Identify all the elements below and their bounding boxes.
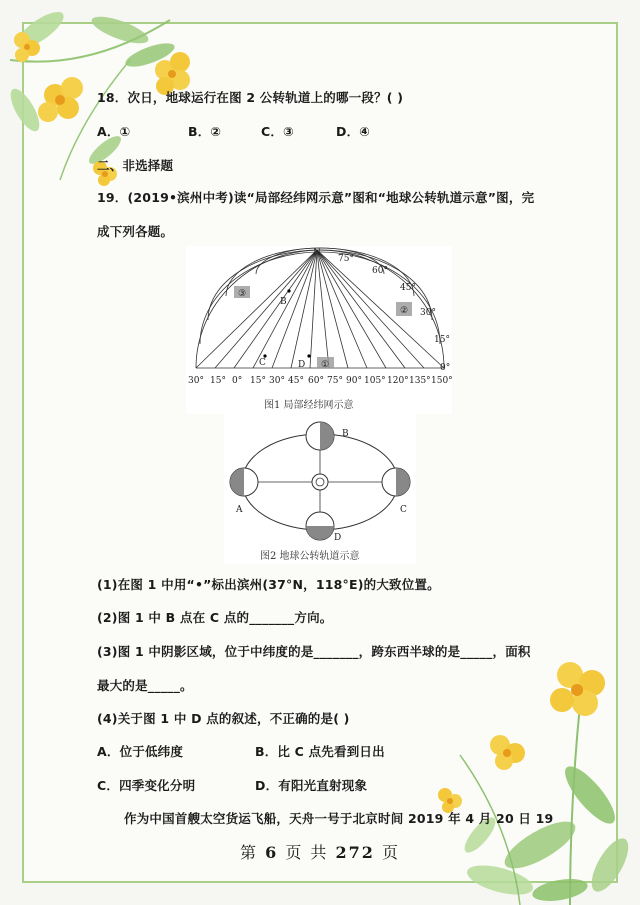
region-2-label: ② [400,306,409,316]
q18-option-d: D．④ [336,124,371,139]
svg-text:60°: 60° [372,266,388,276]
svg-text:0°: 0° [232,376,243,386]
q19-stem-line2: 成下列各题。 [97,224,174,239]
q19-sub4-option-a: A．位于低纬度 [97,744,184,759]
page-footer: 第 6 页 共 272 页 [239,843,401,862]
flower-decoration-bottom-right [420,645,640,905]
svg-text:45°: 45° [288,376,304,386]
q18-option-a: A．① [97,124,131,139]
q19-sub3-line1: (3)图 1 中阴影区域，位于中纬度的是_______，跨东西半球的是_____，面积 [97,644,531,659]
svg-text:0°: 0° [440,363,451,373]
figure2-caption: 图2 地球公转轨道示意 [260,551,360,562]
yellow-flower-icon [550,662,605,716]
figure1-caption: 图1 局部经纬网示意 [264,400,354,411]
svg-text:15°: 15° [434,335,450,345]
svg-text:60°: 60° [308,376,324,386]
q19-stem-line1: 19．(2019•滨州中考)读“局部经纬网示意”图和“地球公转轨道示意”图，完 [97,190,535,205]
svg-text:135°: 135° [409,376,431,386]
yellow-flower-icon [38,77,83,122]
svg-text:75°: 75° [338,254,354,264]
region-3-label: ③ [238,289,247,299]
point-c-label: C [259,358,266,368]
q19-sub2: (2)图 1 中 B 点在 C 点的_______方向。 [97,610,333,625]
svg-text:75°: 75° [327,376,343,386]
q19-sub4-option-d: D．有阳光直射现象 [255,778,368,793]
q19-sub3-line2: 最大的是_____。 [97,678,193,693]
svg-text:90°: 90° [346,376,362,386]
earth-a [230,468,258,496]
svg-text:15°: 15° [250,376,266,386]
svg-text:30°: 30° [269,376,285,386]
svg-text:150°: 150° [431,376,452,386]
figure1-graticule [186,246,452,414]
q18-stem: 18．次日，地球运行在图 2 公转轨道上的哪一段？( ) [97,90,404,105]
q18-option-c: C．③ [261,124,294,139]
q19-sub4-option-b: B．比 C 点先看到日出 [255,744,385,759]
orbit-label-c: C [400,505,407,515]
region-1-label: ① [321,360,330,370]
orbit-label-b: B [342,429,349,439]
earth-d [306,512,334,540]
continuation-text: 作为中国首艘太空货运飞船，天舟一号于北京时间 2019 年 4 月 20 日 19 [124,811,554,826]
total-pages: 272 [335,843,375,862]
figure2-orbit [224,414,416,564]
svg-text:15°: 15° [210,376,226,386]
north-label: N [313,248,321,258]
q19-sub4: (4)关于图 1 中 D 点的叙述，不正确的是( ) [97,711,350,726]
page-number: 6 [265,843,279,862]
svg-text:105°: 105° [364,376,386,386]
svg-text:120°: 120° [387,376,409,386]
point-b-label: B [280,297,287,307]
orbit-label-d: D [334,533,342,543]
q19-sub1: (1)在图 1 中用“•”标出滨州(37°N，118°E)的大致位置。 [97,577,440,592]
svg-text:45°: 45° [400,283,416,293]
orbit-label-a: A [236,505,243,515]
svg-text:30°: 30° [420,308,436,318]
earth-b [306,422,334,450]
q19-sub4-option-c: C．四季变化分明 [97,778,196,793]
svg-text:30°: 30° [188,376,204,386]
point-d-label: D [298,360,306,370]
q18-option-b: B．② [188,124,222,139]
earth-c [382,468,410,496]
section-title: 二、非选择题 [97,158,174,173]
